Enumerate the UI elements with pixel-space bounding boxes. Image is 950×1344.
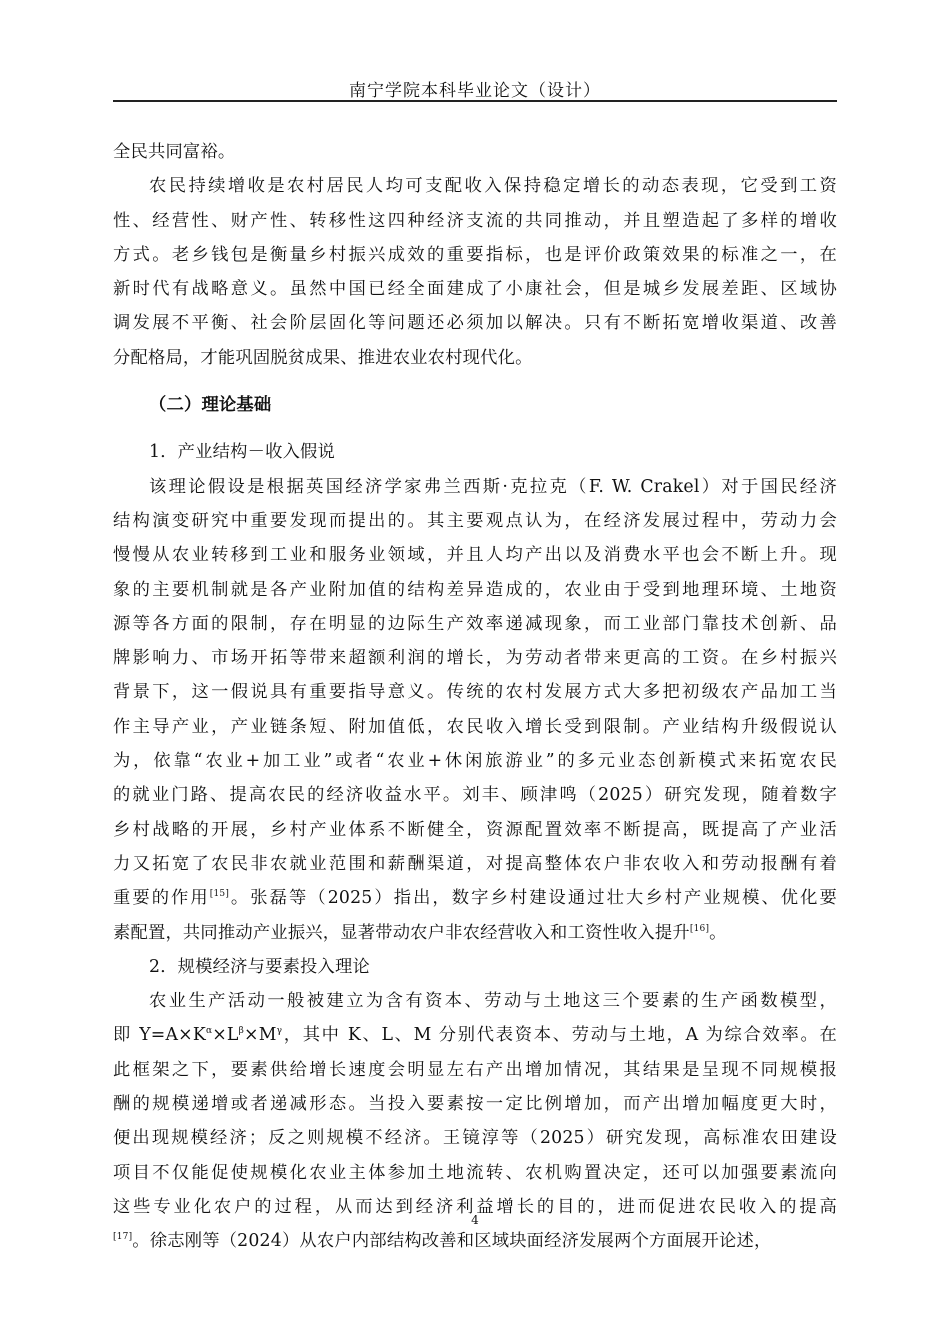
citation-ref: [16] <box>689 923 710 934</box>
formula-line <box>113 1018 837 1052</box>
subsection-heading: 1．产业结构－收入假说 <box>149 442 336 463</box>
paragraph-line: 全民共同富裕。 <box>113 142 236 162</box>
paragraph-line: 作主导产业，产业链条短、附加值低，农民收入增长受到限制。产业结构升级假说认 <box>113 716 837 737</box>
section-heading: （二）理论基础 <box>149 395 272 416</box>
text-run: ，其中 K、L、M 分别代表资本、劳动与土地，A 为综合效率。在 <box>282 1025 837 1046</box>
paragraph-line: 便出现规模经济；反之则规模不经济。王镜淳等（2025）研究发现，高标准农田建设 <box>113 1128 837 1149</box>
formula-text: 即 Y=A×K <box>113 1025 206 1046</box>
paragraph-line: 农业生产活动一般被建立为含有资本、劳动与土地这三个要素的生产函数模型， <box>149 991 837 1012</box>
running-header-title: 南宁学院本科毕业论文（设计） <box>349 81 601 101</box>
paragraph-line: 农民持续增收是农村居民人均可支配收入保持稳定增长的动态表现，它受到工资 <box>149 176 837 197</box>
paragraph-line: 分配格局，才能巩固脱贫成果、推进农业农村现代化。 <box>113 347 533 368</box>
paragraph-line: 乡村战略的开展，乡村产业体系不断健全，资源配置效率不断提高，既提高了产业活 <box>113 819 837 840</box>
text-run: 。 <box>709 922 727 943</box>
exponent: γ <box>276 1026 283 1037</box>
subsection-heading: 2．规模经济与要素投入理论 <box>149 956 370 977</box>
paragraph-line: 酬的规模递增或者递减形态。当投入要素按一定比例增加，而产出增加幅度更大时， <box>113 1094 837 1115</box>
citation-ref: [17] <box>113 1232 133 1243</box>
exponent: α <box>205 1026 213 1037</box>
paragraph-line: 性、经营性、财产性、转移性这四种经济支流的共同推动，并且塑造起了多样的增收 <box>113 210 837 231</box>
paragraph-line <box>113 881 837 915</box>
paragraph-line: 象的主要机制就是各产业附加值的结构差异造成的，农业由于受到地理环境、土地资 <box>113 579 837 600</box>
paragraph-line <box>113 1224 837 1258</box>
paragraph-line: 结构演变研究中重要发现而提出的。其主要观点认为，在经济发展过程中，劳动力会 <box>113 510 837 531</box>
paragraph-line: 慢慢从农业转移到工业和服务业领域，并且人均产出以及消费水平也会不断上升。现 <box>113 545 837 566</box>
paragraph-line: 源等各方面的限制，存在明显的边际生产效率递减现象，而工业部门靠技术创新、品 <box>113 613 837 634</box>
paragraph-line: 的就业门路、提高农民的经济收益水平。刘丰、顾津鸣（2025）研究发现，随着数字 <box>113 785 837 806</box>
paragraph-line: 为，依靠“农业+加工业”或者“农业+休闲旅游业”的多元业态创新模式来拓宽农民 <box>113 751 837 772</box>
text-run: 。徐志刚等（2024）从农户内部结构改善和区域块面经济发展两个方面展开论述， <box>132 1231 772 1252</box>
paragraph-line: 背景下，这一假说具有重要指导意义。传统的农村发展方式大多把初级农产品加工当 <box>113 682 837 703</box>
page-body <box>113 135 837 1259</box>
paragraph-line: 方式。老乡钱包是衡量乡村振兴成效的重要指标，也是评价政策效果的标准之一，在 <box>113 244 837 265</box>
paragraph-line: 新时代有战略意义。虽然中国已经全面建成了小康社会，但是城乡发展差距、区域协 <box>113 279 837 300</box>
formula-text: ×L <box>212 1025 239 1046</box>
header-divider <box>113 100 837 102</box>
text-run: 重要的作用 <box>113 888 210 909</box>
page-number: 4 <box>471 1213 479 1227</box>
paragraph-line: 此框架之下，要素供给增长速度会明显左右产出增加情况，其结果是呈现不同规模报 <box>113 1059 837 1080</box>
paragraph-line: 调发展不平衡、社会阶层固化等问题还必须加以解决。只有不断拓宽增收渠道、改善 <box>113 313 837 334</box>
text-run: 。张磊等（2025）指出，数字乡村建设通过壮大乡村产业规模、优化要 <box>229 888 837 909</box>
formula-text: ×M <box>244 1025 277 1046</box>
paragraph-line: 力又拓宽了农民非农就业范围和薪酬渠道，对提高整体农户非农收入和劳动报酬有着 <box>113 853 837 874</box>
citation-ref: [15] <box>209 889 230 900</box>
paragraph-line: 该理论假设是根据英国经济学家弗兰西斯·克拉克（F. W. Crakel）对于国民经济 <box>149 476 837 497</box>
text-run: 素配置，共同推动产业振兴，显著带动农户非农经营收入和工资性收入提升 <box>113 922 690 943</box>
paragraph-line <box>113 916 837 950</box>
exponent: β <box>238 1026 245 1037</box>
paragraph-line: 项目不仅能促使规模化农业主体参加土地流转、农机购置决定，还可以加强要素流向 <box>113 1162 837 1183</box>
paragraph-line: 牌影响力、市场开拓等带来超额利润的增长，为劳动者带来更高的工资。在乡村振兴 <box>113 648 837 669</box>
paragraph-line: 这些专业化农户的过程，从而达到经济利益增长的目的，进而促进农民收入的提高 <box>113 1196 837 1217</box>
